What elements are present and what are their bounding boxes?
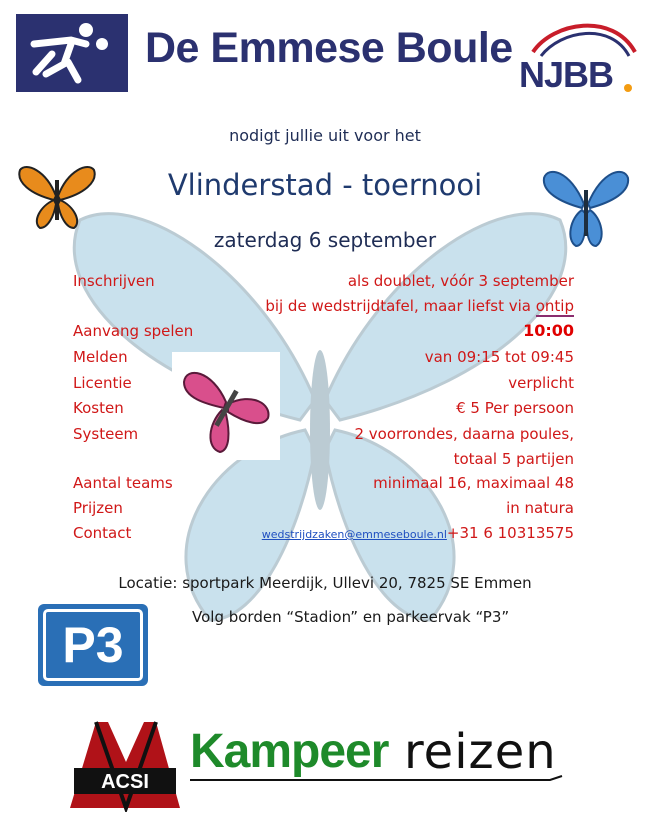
blue-butterfly-icon	[540, 160, 632, 252]
parking-sign-text: P3	[43, 609, 143, 681]
label-licentie: Licentie	[73, 374, 132, 392]
label-prijzen: Prijzen	[73, 499, 123, 517]
value-melden: van 09:15 tot 09:45	[424, 348, 574, 366]
label-systeem: Systeem	[73, 425, 139, 443]
value-aantal-teams: minimaal 16, maximaal 48	[373, 474, 574, 492]
location-line: Locatie: sportpark Meerdijk, Ullevi 20, 7825 SE Emmen	[118, 574, 532, 592]
label-inschrijven: Inschrijven	[73, 272, 155, 290]
orange-butterfly-icon	[16, 160, 98, 232]
value-inschrijven-2-text: bij de wedstrijdtafel, maar liefst via	[265, 297, 536, 315]
value-aanvang: 10:00	[523, 321, 574, 340]
ontip-link[interactable]: ontip	[535, 297, 574, 315]
njbb-logo	[513, 12, 641, 104]
value-systeem-2: totaal 5 partijen	[453, 450, 574, 468]
contact-email-link[interactable]: wedstrijdzaken@emmeseboule.nl	[261, 528, 447, 541]
value-inschrijven: als doublet, vóór 3 september	[347, 272, 574, 290]
label-aantal-teams: Aantal teams	[73, 474, 173, 492]
label-melden: Melden	[73, 348, 128, 366]
club-name-heading: De Emmese Boule	[145, 24, 513, 72]
directions-line: Volg borden “Stadion” en parkeervak “P3”	[192, 608, 510, 626]
value-kosten: € 5 Per persoon	[456, 399, 574, 417]
pink-butterfly-icon	[172, 352, 280, 460]
acsi-text: ACSI	[101, 771, 149, 793]
club-logo	[16, 14, 128, 92]
contact-phone: +31 6 10313575	[446, 524, 574, 542]
label-aanvang: Aanvang spelen	[73, 322, 194, 340]
tournament-date: zaterdag 6 september	[213, 228, 437, 252]
value-prijzen: in natura	[506, 499, 574, 517]
value-contact	[262, 524, 574, 542]
tournament-title: Vlinderstad - toernooi	[167, 168, 483, 202]
value-systeem: 2 voorrondes, daarna poules,	[354, 425, 574, 443]
label-kosten: Kosten	[73, 399, 124, 417]
pink-butterfly-image	[172, 352, 280, 460]
parking-p3-sign	[38, 604, 148, 686]
invitation-line: nodigt jullie uit voor het	[229, 126, 421, 145]
boule-player-icon	[16, 14, 128, 92]
label-contact: Contact	[73, 524, 132, 542]
value-inschrijven-2	[265, 297, 574, 315]
kampeer-text: Kampeer	[190, 725, 389, 778]
value-licentie: verplicht	[508, 374, 574, 392]
njbb-logo-text: NJBB	[519, 54, 614, 95]
sponsor-underline	[190, 774, 570, 788]
acsi-logo	[66, 712, 184, 812]
reizen-text: reizen	[404, 724, 557, 780]
